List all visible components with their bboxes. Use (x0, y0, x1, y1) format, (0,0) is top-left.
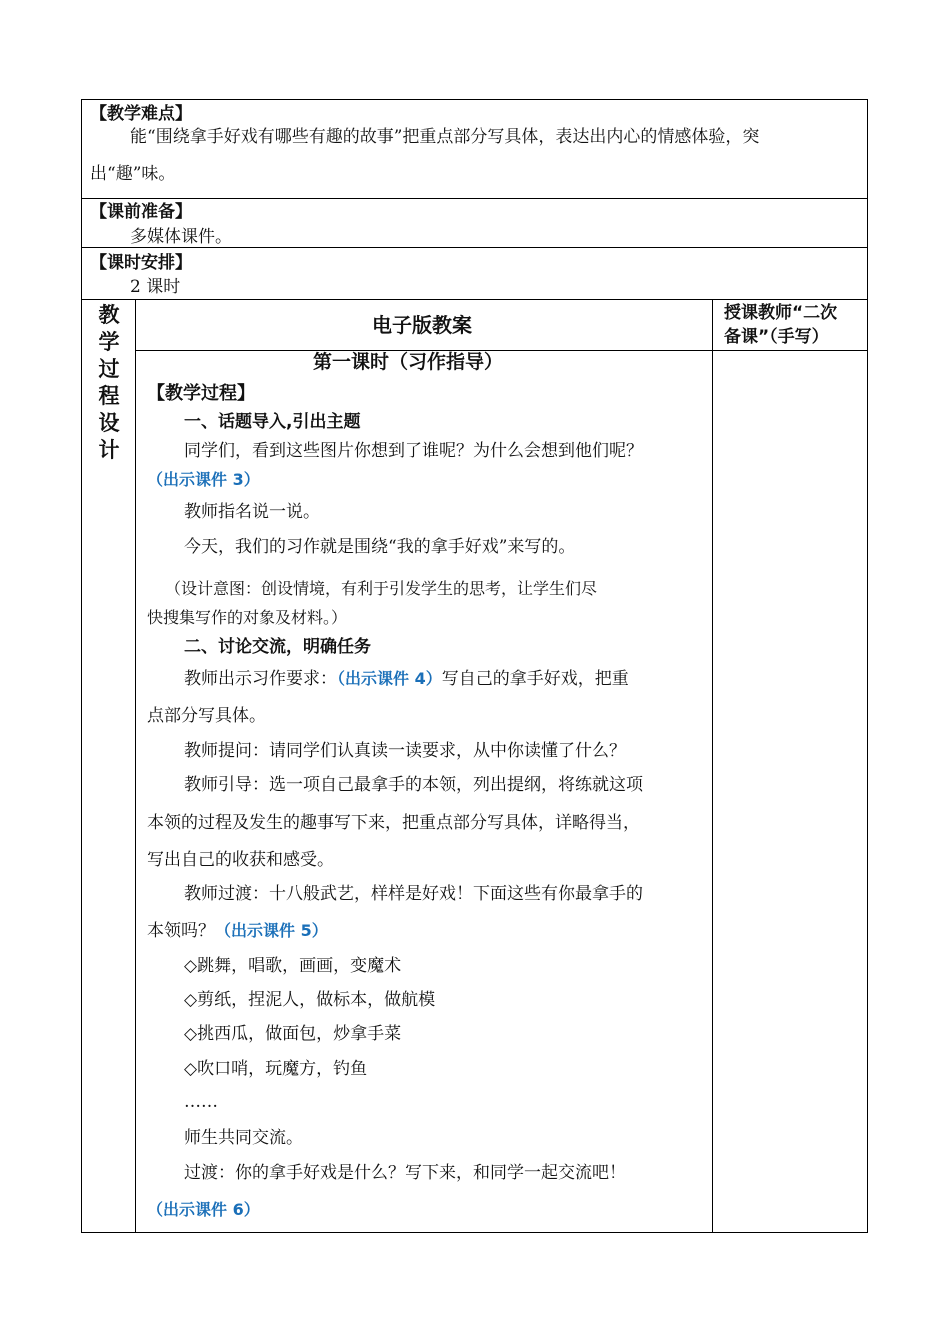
lesson-title: 第一课时（习作指导） (313, 351, 504, 373)
section-2-paragraph-5: 师生共同交流。 (184, 1128, 303, 1148)
schedule-heading: 【课时安排】 (90, 253, 192, 273)
section-2-paragraph-2: 教师提问：请同学们认真读一读要求，从中你读懂了什么？ (184, 741, 626, 761)
section-2-paragraph-3-line-1: 教师引导：选一项自己最拿手的本领，列出提纲，将练就这项 (184, 775, 643, 795)
teacher-column-header-line-1: 授课教师“二次 (724, 303, 838, 323)
design-intent-line-2: 快搜集写作的对象及材料。） (147, 608, 348, 627)
section-1-paragraph-2: 教师指名说一说。 (184, 502, 320, 522)
section-2-paragraph-1-cont: 点部分写具体。 (147, 706, 266, 726)
section-2-paragraph-4-line-1: 教师过渡：十八般武艺，样样是好戏！下面这些有你最拿手的 (184, 884, 643, 904)
list-ellipsis: …… (184, 1092, 218, 1112)
process-label-char: 学 (98, 330, 120, 354)
schedule-text: 2 课时 (130, 277, 181, 297)
section-2-paragraph-3-line-2: 本领的过程及发生的趣事写下来，把重点部分写具体，详略得当， (147, 813, 640, 833)
section-2-paragraph-3-line-3: 写出自己的收获和感受。 (147, 850, 334, 870)
design-intent-line-1: （设计意图：创设情境，有利于引发学生的思考，让学生们尽 (165, 579, 598, 598)
row-divider-difficulty (81, 198, 868, 199)
courseware-ref-6: （出示课件 6） (147, 1200, 260, 1219)
teacher-column-header-line-2: 备课”（手写） (724, 327, 829, 347)
process-heading: 【教学过程】 (147, 383, 255, 404)
courseware-ref-5: （出示课件 5） (215, 921, 328, 940)
courseware-ref-4: （出示课件 4） (337, 669, 442, 688)
process-label-char: 计 (98, 438, 120, 462)
list-item: ◇挑西瓜，做面包，炒拿手菜 (184, 1024, 402, 1044)
section-1-paragraph-3: 今天，我们的习作就是围绕“我的拿手好戏”来写的。 (184, 537, 576, 557)
section-2-paragraph-4-line-2 (147, 921, 328, 941)
column-divider-teacher (712, 299, 713, 1233)
section-1-heading: 一、话题导入,引出主题 (184, 412, 361, 432)
table-border-left (81, 99, 82, 1233)
section-1-paragraph-1: 同学们，看到这些图片你想到了谁呢？为什么会想到他们呢？ (184, 441, 643, 461)
difficulty-heading: 【教学难点】 (90, 104, 192, 124)
column-divider-label (135, 299, 136, 1233)
table-border-bottom (81, 1232, 868, 1233)
ability-question: 本领吗？ (147, 921, 215, 941)
list-item: ◇剪纸，捏泥人，做标本，做航模 (184, 990, 436, 1010)
process-label-char: 过 (98, 357, 120, 381)
section-2-paragraph-6: 过渡：你的拿手好戏是什么？写下来，和同学一起交流吧！ (184, 1163, 626, 1183)
table-border-top (81, 99, 868, 100)
process-design-label (86, 302, 132, 464)
list-item: ◇跳舞，唱歌，画画，变魔术 (184, 956, 402, 976)
process-label-char: 设 (98, 411, 120, 435)
section-2-paragraph-1 (184, 669, 629, 689)
requirement-intro: 教师出示习作要求： (184, 669, 337, 689)
requirement-text: 写自己的拿手好戏，把重 (441, 669, 629, 689)
difficulty-line-2: 出“趣”味。 (90, 164, 176, 184)
row-divider-schedule (81, 299, 868, 300)
courseware-ref-3: （出示课件 3） (147, 470, 260, 489)
table-border-right (867, 99, 868, 1233)
section-2-heading: 二、讨论交流，明确任务 (184, 637, 371, 657)
difficulty-line-1: 能“围绕拿手好戏有哪些有趣的故事”把重点部分写具体，表达出内心的情感体验，突 (130, 127, 760, 147)
preparation-text: 多媒体课件。 (130, 227, 232, 247)
process-label-char: 程 (98, 384, 120, 408)
plan-column-header: 电子版教案 (372, 313, 472, 337)
list-item: ◇吹口哨，玩魔方，钓鱼 (184, 1059, 368, 1079)
process-label-char: 教 (98, 303, 120, 327)
preparation-heading: 【课前准备】 (90, 202, 192, 222)
